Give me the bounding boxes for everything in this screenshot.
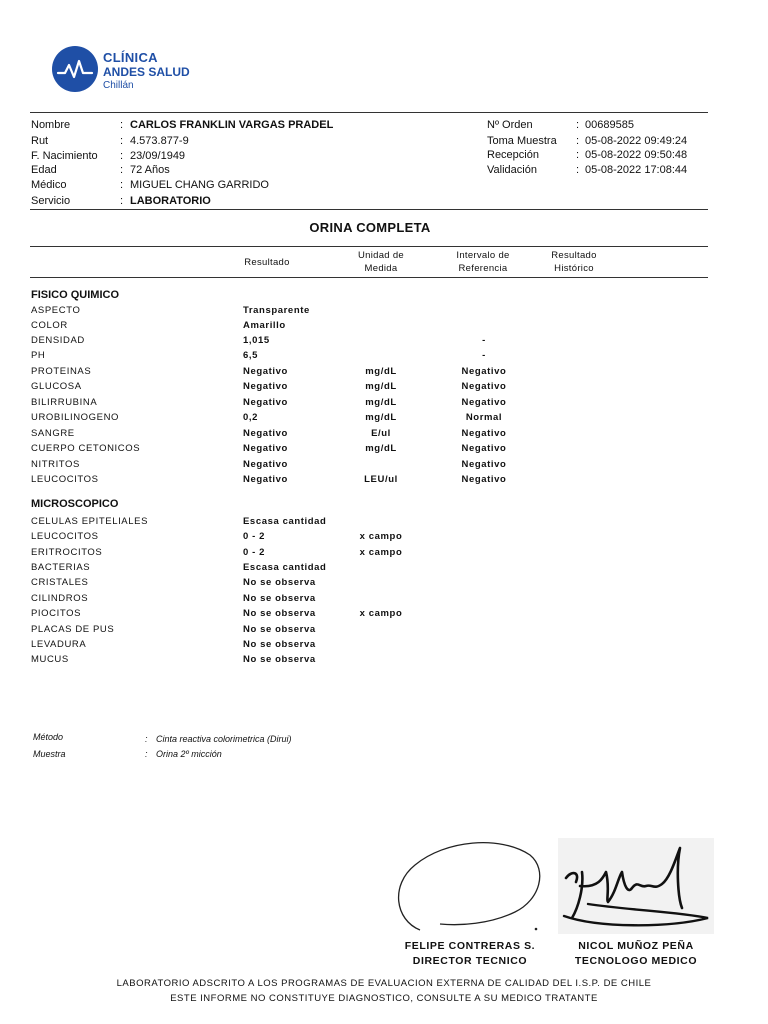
test-result: Negativo bbox=[243, 428, 288, 439]
section-physical-chemical: FISICO QUIMICO bbox=[31, 289, 119, 301]
colon: : bbox=[576, 149, 580, 161]
test-name: CUERPO CETONICOS bbox=[31, 443, 141, 454]
patient-doctor-label: Médico bbox=[31, 179, 67, 191]
test-reference: Negativo bbox=[461, 474, 507, 485]
colon: : bbox=[120, 135, 124, 147]
section-microscopic: MICROSCOPICO bbox=[31, 498, 119, 510]
test-name: ASPECTO bbox=[31, 305, 81, 316]
colon: : bbox=[145, 734, 148, 744]
test-name: LEUCOCITOS bbox=[31, 531, 99, 542]
test-reference: Negativo bbox=[461, 443, 507, 454]
col-range-header bbox=[442, 249, 524, 275]
test-name: ERITROCITOS bbox=[31, 547, 103, 558]
signature-technologist bbox=[558, 838, 714, 934]
logo-line-3: Chillán bbox=[103, 80, 134, 91]
test-result: No se observa bbox=[243, 593, 316, 604]
patient-name-label: Nombre bbox=[31, 119, 71, 131]
table-row bbox=[0, 639, 768, 654]
validation-time-row bbox=[0, 163, 768, 178]
logo-line-2: ANDES SALUD bbox=[103, 65, 190, 79]
col-history-header-line2: Histórico bbox=[554, 263, 594, 274]
test-result: Negativo bbox=[243, 443, 288, 454]
test-result: Negativo bbox=[243, 397, 288, 408]
reception-time: 05-08-2022 09:50:48 bbox=[585, 149, 688, 161]
test-unit: x campo bbox=[359, 608, 403, 619]
test-unit: E/ul bbox=[371, 428, 391, 439]
table-row bbox=[0, 350, 768, 365]
patient-name: CARLOS FRANKLIN VARGAS PRADEL bbox=[130, 119, 334, 131]
technologist-name: NICOL MUÑOZ PEÑA bbox=[578, 940, 694, 952]
patient-birth: 23/09/1949 bbox=[130, 150, 186, 162]
signature-director bbox=[390, 830, 550, 940]
colon: : bbox=[145, 749, 148, 759]
test-result: No se observa bbox=[243, 654, 316, 665]
test-reference: Negativo bbox=[461, 459, 507, 470]
director-name: FELIPE CONTRERAS S. bbox=[404, 940, 536, 952]
colon: : bbox=[576, 119, 580, 131]
footer-disclaimer: ESTE INFORME NO CONSTITUYE DIAGNOSTICO, CONSULTE A SU MEDICO TRATANTE bbox=[170, 993, 598, 1004]
validation-time: 05-08-2022 17:08:44 bbox=[585, 164, 688, 176]
signature-block-director bbox=[390, 939, 550, 969]
col-unit-header-line2: Medida bbox=[364, 263, 398, 274]
patient-service: LABORATORIO bbox=[130, 195, 211, 207]
table-row bbox=[0, 412, 768, 427]
test-name: UROBILINOGENO bbox=[31, 412, 120, 423]
colon: : bbox=[120, 195, 124, 207]
test-result: No se observa bbox=[243, 577, 316, 588]
test-name: CELULAS EPITELIALES bbox=[31, 516, 149, 527]
test-name: MUCUS bbox=[31, 654, 69, 665]
test-reference: - bbox=[482, 335, 486, 346]
clinic-logo-mark bbox=[52, 46, 98, 92]
test-result: Negativo bbox=[243, 474, 288, 485]
test-name: SANGRE bbox=[31, 428, 75, 439]
sample-time-label: Toma Muestra bbox=[487, 135, 557, 147]
sample-time: 05-08-2022 09:49:24 bbox=[585, 135, 688, 147]
table-top-rule bbox=[30, 246, 708, 247]
table-row bbox=[0, 320, 768, 335]
test-name: LEUCOCITOS bbox=[31, 474, 99, 485]
test-reference: Negativo bbox=[461, 397, 507, 408]
test-unit: mg/dL bbox=[365, 412, 397, 423]
order-number-row bbox=[0, 118, 768, 133]
sample-value: Orina 2º micción bbox=[156, 749, 222, 759]
table-header-rule bbox=[30, 277, 708, 278]
test-unit: mg/dL bbox=[365, 381, 397, 392]
test-name: PLACAS DE PUS bbox=[31, 624, 115, 635]
logo-line-1: CLÍNICA bbox=[103, 50, 158, 65]
colon: : bbox=[576, 164, 580, 176]
order-number: 00689585 bbox=[585, 119, 634, 131]
test-name: GLUCOSA bbox=[31, 381, 82, 392]
test-result: Negativo bbox=[243, 366, 288, 377]
test-name: BILIRRUBINA bbox=[31, 397, 98, 408]
test-name: CRISTALES bbox=[31, 577, 89, 588]
table-row bbox=[0, 624, 768, 639]
table-row bbox=[0, 516, 768, 531]
test-result: Escasa cantidad bbox=[243, 516, 327, 527]
patient-doctor: MIGUEL CHANG GARRIDO bbox=[130, 179, 269, 191]
sample-label: Muestra bbox=[33, 749, 66, 759]
colon: : bbox=[576, 135, 580, 147]
test-result: 0 - 2 bbox=[243, 531, 266, 542]
test-name: COLOR bbox=[31, 320, 68, 331]
test-name: DENSIDAD bbox=[31, 335, 85, 346]
test-result: No se observa bbox=[243, 608, 316, 619]
table-row bbox=[0, 397, 768, 412]
colon: : bbox=[120, 150, 124, 162]
table-row bbox=[0, 562, 768, 577]
colon: : bbox=[120, 179, 124, 191]
patient-age-label: Edad bbox=[31, 164, 57, 176]
table-row bbox=[0, 305, 768, 320]
method-value: Cinta reactiva colorimetrica (Dirui) bbox=[156, 734, 292, 744]
test-name: PROTEINAS bbox=[31, 366, 92, 377]
test-result: Transparente bbox=[243, 305, 310, 316]
test-unit: mg/dL bbox=[365, 366, 397, 377]
test-name: NITRITOS bbox=[31, 459, 80, 470]
test-reference: Negativo bbox=[461, 366, 507, 377]
patient-doctor-row bbox=[0, 178, 480, 193]
table-row bbox=[0, 547, 768, 562]
table-row bbox=[0, 428, 768, 443]
col-result-header: Resultado bbox=[244, 257, 290, 268]
footer-accreditation: LABORATORIO ADSCRITO A LOS PROGRAMAS DE EVALUACION EXTERNA DE CALIDAD DEL I.S.P. DE CHILE bbox=[116, 978, 652, 989]
test-result: 0 - 2 bbox=[243, 547, 266, 558]
order-number-label: Nº Orden bbox=[487, 119, 533, 131]
col-unit-header bbox=[342, 249, 420, 275]
header-bottom-rule bbox=[30, 209, 708, 210]
patient-service-label: Servicio bbox=[31, 195, 71, 207]
test-reference: Normal bbox=[465, 412, 503, 423]
test-unit: x campo bbox=[359, 531, 403, 542]
patient-rut-label: Rut bbox=[31, 135, 49, 147]
col-history-header bbox=[536, 249, 612, 275]
clinic-logo-text bbox=[103, 51, 190, 93]
test-result: Amarillo bbox=[243, 320, 286, 331]
table-row bbox=[0, 443, 768, 458]
test-unit: x campo bbox=[359, 547, 403, 558]
table-row bbox=[0, 335, 768, 350]
table-row bbox=[0, 381, 768, 396]
table-row bbox=[0, 654, 768, 669]
colon: : bbox=[120, 119, 124, 131]
test-name: PH bbox=[31, 350, 46, 361]
table-row bbox=[0, 531, 768, 546]
table-row bbox=[0, 474, 768, 489]
col-range-header-line2: Referencia bbox=[458, 263, 508, 274]
technologist-role: TECNOLOGO MEDICO bbox=[574, 955, 698, 967]
test-name: LEVADURA bbox=[31, 639, 87, 650]
patient-birth-label: F. Nacimiento bbox=[31, 150, 98, 162]
test-name: PIOCITOS bbox=[31, 608, 82, 619]
signature-block-technologist bbox=[556, 939, 716, 969]
test-reference: Negativo bbox=[461, 428, 507, 439]
header-top-rule bbox=[30, 112, 708, 113]
table-row bbox=[0, 608, 768, 623]
test-reference: Negativo bbox=[461, 381, 507, 392]
test-reference: - bbox=[482, 350, 486, 361]
test-unit: LEU/ul bbox=[364, 474, 398, 485]
col-range-header-line1: Intervalo de bbox=[456, 250, 510, 261]
test-unit: mg/dL bbox=[365, 443, 397, 454]
report-title: ORINA COMPLETA bbox=[309, 220, 431, 235]
method-label: Método bbox=[33, 732, 64, 742]
reception-time-row bbox=[0, 148, 768, 163]
col-history-header-line1: Resultado bbox=[551, 250, 597, 261]
patient-service-row bbox=[0, 194, 480, 209]
patient-rut: 4.573.877-9 bbox=[130, 135, 189, 147]
test-result: Escasa cantidad bbox=[243, 562, 327, 573]
validation-time-label: Validación bbox=[487, 164, 537, 176]
reception-time-label: Recepción bbox=[487, 149, 539, 161]
patient-age: 72 Años bbox=[130, 164, 170, 176]
test-name: CILINDROS bbox=[31, 593, 89, 604]
test-result: 1,015 bbox=[243, 335, 270, 346]
table-row bbox=[0, 459, 768, 474]
test-result: Negativo bbox=[243, 381, 288, 392]
test-result: 6,5 bbox=[243, 350, 259, 361]
test-result: No se observa bbox=[243, 624, 316, 635]
test-result: Negativo bbox=[243, 459, 288, 470]
heartbeat-icon bbox=[52, 46, 98, 92]
table-row bbox=[0, 577, 768, 592]
table-row bbox=[0, 366, 768, 381]
col-unit-header-line1: Unidad de bbox=[357, 250, 404, 261]
test-result: No se observa bbox=[243, 639, 316, 650]
director-role: DIRECTOR TECNICO bbox=[412, 955, 528, 967]
colon: : bbox=[120, 164, 124, 176]
test-result: 0,2 bbox=[243, 412, 259, 423]
table-row bbox=[0, 593, 768, 608]
test-name: BACTERIAS bbox=[31, 562, 91, 573]
test-unit: mg/dL bbox=[365, 397, 397, 408]
sample-time-row bbox=[0, 134, 768, 149]
